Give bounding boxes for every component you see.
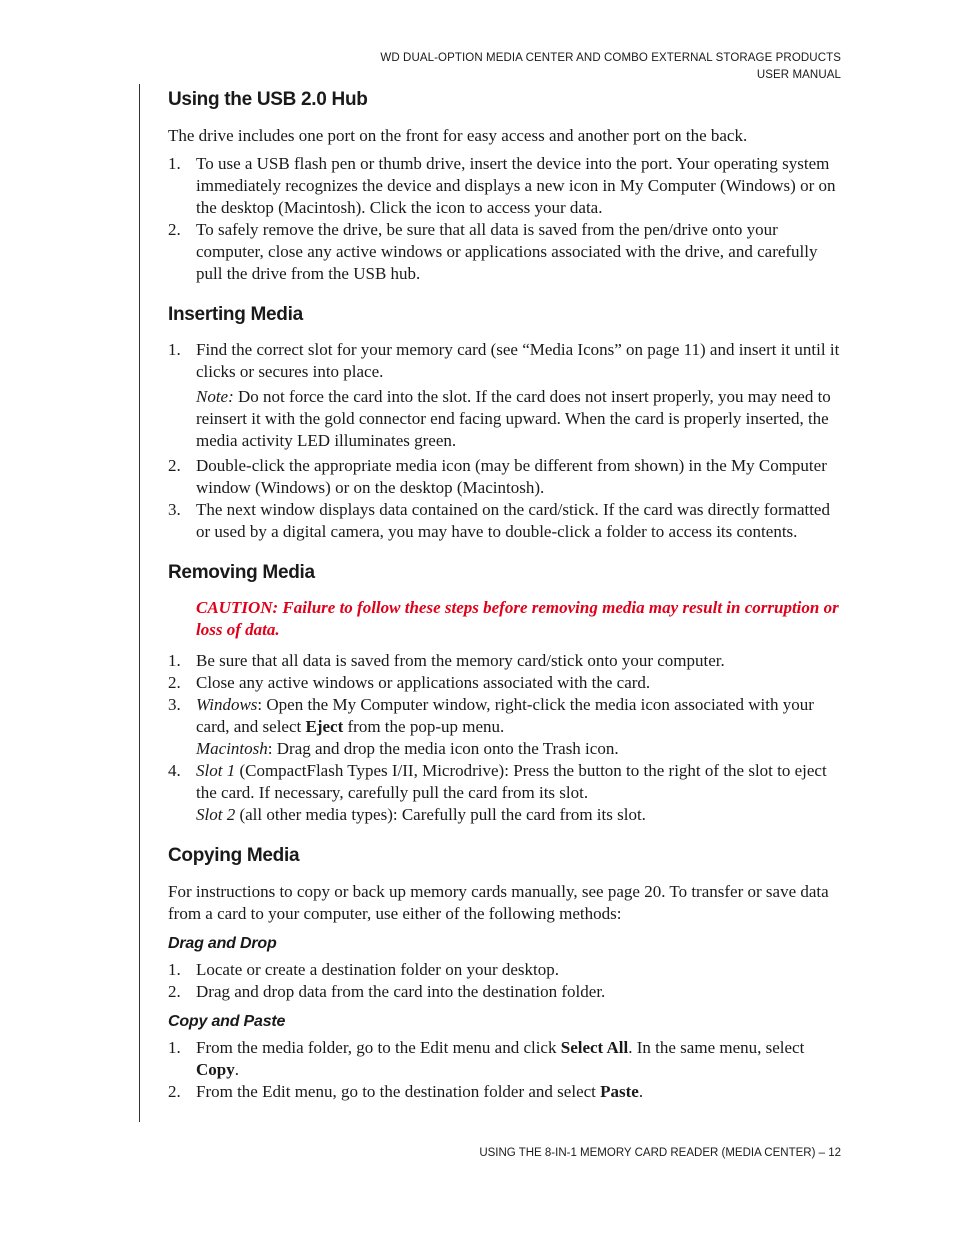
section-heading-removing-media: Removing Media <box>168 562 315 583</box>
list-item <box>168 760 840 804</box>
list-text: Drag and drop data from the card into the destination folder. <box>196 982 606 1001</box>
list-number: 2. <box>168 982 181 1001</box>
page-content <box>168 88 840 1103</box>
list-text: . <box>638 1082 644 1101</box>
list-text: . <box>234 1060 239 1079</box>
paste-command: Paste <box>600 1082 639 1101</box>
header-subtitle: USER MANUAL <box>756 69 841 81</box>
note-label: Note: <box>196 387 234 406</box>
list-item <box>168 499 840 543</box>
list-text: : Open the My Computer window, right-click the media icon associated with your card, and select <box>196 695 814 736</box>
inserting-list <box>168 339 840 543</box>
note-paragraph <box>168 386 840 452</box>
list-item <box>168 1037 840 1081</box>
list-number: 2. <box>168 456 181 475</box>
list-text: Double-click the appropriate media icon (may be different from shown) in the My Computer window (Windows) or on the desktop (Macintosh). <box>196 456 827 497</box>
list-item <box>168 339 840 383</box>
list-item <box>168 650 840 672</box>
subheading-drag-and-drop: Drag and Drop <box>168 935 277 952</box>
list-subitem <box>168 804 840 826</box>
list-item <box>168 672 840 694</box>
list-text: From the media folder, go to the Edit menu and click <box>196 1038 561 1057</box>
list-number: 2. <box>168 1082 181 1101</box>
list-text: . In the same menu, select <box>628 1038 805 1057</box>
list-text: : Drag and drop the media icon onto the Trash icon. <box>267 739 619 758</box>
list-text: To use a USB flash pen or thumb drive, insert the device into the port. Your operating system immediately recognizes the device and displays a new icon in My Computer (Windows) or on the desktop (Macintosh). Click the icon to access your data. <box>196 154 836 217</box>
list-number: 3. <box>168 500 181 519</box>
list-item <box>168 981 840 1003</box>
list-subitem <box>168 738 840 760</box>
note-text: Do not force the card into the slot. If the card does not insert properly, you may need to reinsert it with the gold connector end facing upward. When the card is properly inserted, the media activity LED illuminates green. <box>196 387 831 450</box>
running-footer: USING THE 8-IN-1 MEMORY CARD READER (MEDIA CENTER) – 12 <box>479 1147 841 1159</box>
running-header <box>380 50 841 84</box>
header-title: WD DUAL-OPTION MEDIA CENTER AND COMBO EXTERNAL STORAGE PRODUCTS <box>380 52 841 64</box>
list-text: Close any active windows or applications associated with the card. <box>196 673 651 692</box>
list-item <box>168 219 840 285</box>
list-number: 3. <box>168 695 181 714</box>
list-text: (all other media types): Carefully pull the card from its slot. <box>235 805 646 824</box>
copying-intro: For instructions to copy or back up memory cards manually, see page 20. To transfer or save data from a card to your computer, use either of the following methods: <box>168 882 829 923</box>
section-heading-inserting-media: Inserting Media <box>168 304 303 325</box>
os-macintosh-label: Macintosh <box>196 739 268 758</box>
subheading-copy-and-paste: Copy and Paste <box>168 1013 286 1030</box>
list-text: Locate or create a destination folder on your desktop. <box>196 960 560 979</box>
list-text: From the Edit menu, go to the destination folder and select <box>196 1082 601 1101</box>
list-item <box>168 1081 840 1103</box>
slot-1-label: Slot 1 <box>196 761 236 780</box>
select-all-command: Select All <box>560 1038 629 1057</box>
copy-paste-list <box>168 1037 840 1103</box>
drag-drop-list <box>168 959 840 1003</box>
list-text: Find the correct slot for your memory card (see “Media Icons” on page 11) and insert it until it clicks or secures into place. <box>196 340 840 381</box>
eject-command: Eject <box>305 717 344 736</box>
caution-notice: CAUTION: Failure to follow these steps before removing media may result in corruption or loss of data. <box>196 598 839 639</box>
section-heading-copying-media: Copying Media <box>168 845 300 866</box>
list-text: Be sure that all data is saved from the memory card/stick onto your computer. <box>196 651 725 670</box>
usb-hub-list <box>168 153 840 285</box>
list-text: To safely remove the drive, be sure that all data is saved from the pen/drive onto your computer, close any active windows or applications associated with the drive, and carefully pull the drive from the USB hub. <box>196 220 818 283</box>
os-windows-label: Windows <box>196 695 258 714</box>
list-number: 1. <box>168 340 181 359</box>
list-number: 1. <box>168 651 181 670</box>
removing-list <box>168 650 840 826</box>
list-number: 4. <box>168 761 181 780</box>
list-item <box>168 959 840 981</box>
slot-2-label: Slot 2 <box>196 805 236 824</box>
list-number: 1. <box>168 1038 181 1057</box>
margin-rule <box>139 84 140 1122</box>
usb-hub-intro: The drive includes one port on the front for easy access and another port on the back. <box>168 126 748 145</box>
section-heading-usb-hub: Using the USB 2.0 Hub <box>168 89 368 110</box>
list-item <box>168 153 840 219</box>
list-item <box>168 694 840 738</box>
list-text: The next window displays data contained on the card/stick. If the card was directly formatted or used by a digital camera, you may have to double-click a folder to access its contents. <box>196 500 830 541</box>
list-text: (CompactFlash Types I/II, Microdrive): Press the button to the right of the slot to eject the card. If necessary, carefully pull the card from its slot. <box>196 761 827 802</box>
list-number: 2. <box>168 220 181 239</box>
list-number: 1. <box>168 960 181 979</box>
copy-command: Copy <box>196 1060 235 1079</box>
list-text: from the pop-up menu. <box>343 717 505 736</box>
list-number: 1. <box>168 154 181 173</box>
list-item <box>168 455 840 499</box>
list-number: 2. <box>168 673 181 692</box>
